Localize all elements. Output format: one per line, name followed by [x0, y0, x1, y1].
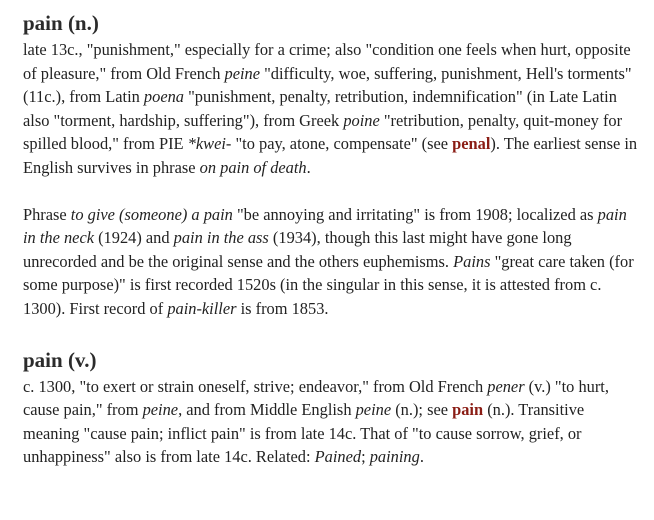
text-span: Phrase [23, 204, 71, 224]
etymology-paragraph [23, 375, 642, 469]
italic-term: *kwei- [187, 134, 232, 154]
text-span: "great care taken (for some purpose)" is first recorded 1520s (in the singular in this sense, it is attested from c. 1300). First record of [23, 251, 634, 318]
entry-body [23, 375, 642, 469]
text-span: , and from Middle English [178, 400, 356, 420]
text-span: (1924) and [94, 228, 174, 248]
italic-term: pener [487, 376, 525, 396]
italic-term: paining [369, 447, 420, 467]
text-span: (1934), though this last might have gone long unrecorded and be the original sense and the others euphemisms. [23, 228, 572, 271]
text-span: (n.); see [391, 400, 453, 420]
text-span: "retribution, penalty, quit-money for spilled blood," from PIE [23, 110, 623, 154]
italic-term: pain in the ass [173, 228, 269, 248]
entry-pain-verb [23, 347, 642, 469]
text-span: (v.) "to hurt, cause pain," from [23, 376, 609, 420]
etymology-paragraph [23, 38, 642, 180]
text-span: "punishment, penalty, retribution, indemnification" (in Late Latin also "torment, hardship, suffering"), from Greek [23, 87, 617, 130]
entry-pain-noun [23, 10, 642, 321]
italic-term: pain-killer [167, 298, 237, 318]
entry-headword: pain (v.) [23, 347, 97, 372]
link-penal[interactable]: penal [452, 134, 491, 154]
italic-term: Pained [314, 447, 362, 467]
text-span: ). The earliest sense in English survives in phrase [23, 134, 638, 177]
italic-term: Pains [453, 251, 491, 271]
text-span: is from 1853. [236, 298, 329, 318]
italic-term: peine [142, 400, 179, 420]
entry-body [23, 38, 642, 321]
text-span: (n.). Transitive meaning "cause pain; inflict pain" is from late 14c. That of "to cause sorrow, grief, or unhappiness" also is from late 14c. Related: [23, 400, 585, 467]
text-span: late 13c., "punishment," especially for a crime; also "condition one feels when hurt, opposite of pleasure," from Old French [23, 40, 631, 83]
entry-headword: pain (n.) [23, 11, 99, 35]
italic-term: on pain of death [199, 157, 307, 177]
etymology-paragraph [23, 203, 642, 321]
text-span: c. 1300, "to exert or strain oneself, strive; endeavor," from Old French [23, 376, 488, 396]
text-span: "to pay, atone, compensate" (see [231, 134, 453, 154]
italic-term: poena [143, 87, 184, 107]
italic-term: peine [224, 63, 260, 83]
italic-term: pain in the neck [23, 204, 627, 248]
italic-term: poine [343, 110, 380, 130]
italic-term: peine [355, 400, 392, 420]
text-span: . [419, 447, 424, 467]
italic-term: to give (someone) a pain [70, 204, 233, 224]
text-span: ; [361, 447, 370, 467]
text-span: . [306, 157, 311, 177]
link-pain[interactable]: pain [452, 400, 484, 420]
text-span: "difficulty, woe, suffering, punishment, Hell's torments" (11c.), from Latin [23, 63, 632, 107]
text-span: "be annoying and irritating" is from 1908; localized as [232, 204, 598, 224]
